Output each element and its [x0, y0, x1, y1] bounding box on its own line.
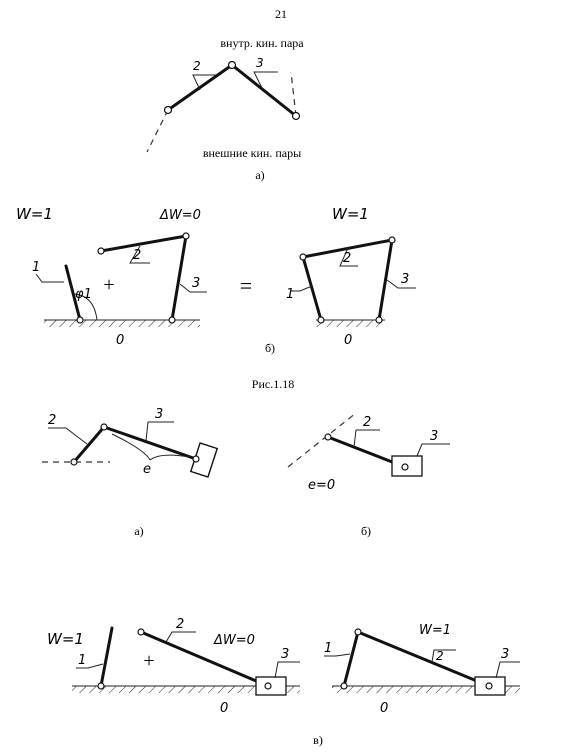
joint-c: [389, 237, 395, 243]
outer-joint-left: [165, 107, 172, 114]
joint-2-3: [183, 233, 189, 239]
figure-a-two-link-chain: [147, 36, 304, 182]
label-3: 3: [155, 407, 164, 422]
label-2-right: 2: [436, 649, 444, 663]
ground-right-label: 0: [380, 701, 389, 716]
caption-c: а): [134, 524, 144, 538]
leader-3: [417, 444, 450, 456]
label-3: 3: [256, 56, 264, 70]
ground-right-label: 0: [344, 333, 353, 348]
leader-3-right: [496, 662, 520, 678]
label-3-right: 3: [501, 647, 510, 662]
joint-pivot: [71, 459, 77, 465]
joint-free-end: [138, 629, 144, 635]
leader-2: [48, 428, 87, 444]
link-3: [232, 65, 296, 116]
link-2-assembled: [358, 632, 489, 686]
joint-b: [300, 254, 306, 260]
label-1-right: 1: [324, 641, 333, 656]
phi-label: φ1: [75, 287, 92, 302]
leader-3: [275, 662, 300, 678]
label-2: 2: [133, 248, 142, 263]
link-2: [74, 427, 104, 462]
label-3-right: 3: [401, 272, 410, 287]
figure-e-slider-crank: [47, 617, 520, 747]
label-2: 2: [48, 413, 57, 428]
caption-a: а): [255, 168, 265, 182]
dashed-guide: [288, 413, 356, 467]
inner-joint: [229, 62, 236, 69]
outer-joint-right: [293, 113, 300, 120]
leader-3: [146, 422, 174, 441]
label-2: 2: [193, 59, 201, 73]
joint-slider: [402, 464, 408, 470]
w-right-label: W=1: [332, 205, 369, 223]
leader-2: [166, 632, 196, 642]
figure-caption: Рис.1.18: [251, 377, 295, 391]
crank-pivot: [77, 317, 83, 323]
joint-a: [341, 683, 347, 689]
caption-b: б): [264, 341, 276, 355]
crank-1: [101, 628, 112, 686]
figure-c-offset-slider: [42, 407, 217, 538]
label-1-right: 1: [286, 287, 295, 302]
joint-free-end: [98, 248, 104, 254]
link-3: [172, 236, 186, 320]
caption-d: б): [360, 524, 372, 538]
joint-c: [486, 683, 492, 689]
link-3-assembled: [379, 240, 392, 320]
link-2: [101, 236, 186, 251]
ground-hatch-left: [44, 320, 200, 327]
dashed-extension-right: [291, 72, 296, 116]
joint-d: [376, 317, 382, 323]
label-2-right: 2: [343, 251, 352, 266]
crank-pivot: [98, 683, 104, 689]
w-right-label: W=1: [419, 623, 452, 638]
plus-sign: +: [143, 650, 155, 672]
label-1-left: 1: [78, 653, 87, 668]
joint-2-3: [101, 424, 107, 430]
w-left-label: W=1: [16, 205, 53, 223]
crank-1-assembled: [344, 632, 358, 686]
ground-left-label: 0: [220, 701, 229, 716]
label-3: 3: [430, 429, 439, 444]
joint-slider: [265, 683, 271, 689]
caption-e: в): [313, 733, 323, 747]
label-3-left: 3: [281, 647, 290, 662]
dashed-extension-left: [147, 110, 168, 152]
dw-label: ΔW=0: [214, 633, 255, 648]
joint-b: [355, 629, 361, 635]
ground-hatch-right: [316, 320, 385, 327]
label-1: 1: [32, 260, 41, 275]
dw-label: ΔW=0: [160, 208, 201, 223]
joint-slider: [193, 456, 199, 462]
w-left-label: W=1: [47, 630, 84, 648]
figure-b-four-bar: [16, 205, 416, 355]
leader-1: [36, 274, 64, 282]
offset-label: e: [143, 462, 151, 477]
ground-left-label: 0: [116, 333, 125, 348]
outer-pairs-label: внешние кин. пары: [202, 146, 302, 160]
page-number: 21: [275, 7, 287, 21]
label-3: 3: [192, 276, 201, 291]
plus-sign: +: [103, 274, 115, 296]
figure-d-centered-slider: [288, 413, 450, 538]
leader-2: [354, 430, 380, 447]
joint-3-ground: [169, 317, 175, 323]
joint-pivot: [325, 434, 331, 440]
offset-bracket: [112, 434, 190, 460]
label-2: 2: [363, 415, 372, 430]
inner-pair-label: внутр. кин. пара: [220, 36, 304, 50]
label-2-left: 2: [176, 617, 185, 632]
offset-label: e=0: [308, 478, 336, 493]
link-3: [104, 427, 196, 459]
joint-a: [318, 317, 324, 323]
equals-sign: =: [239, 273, 253, 298]
